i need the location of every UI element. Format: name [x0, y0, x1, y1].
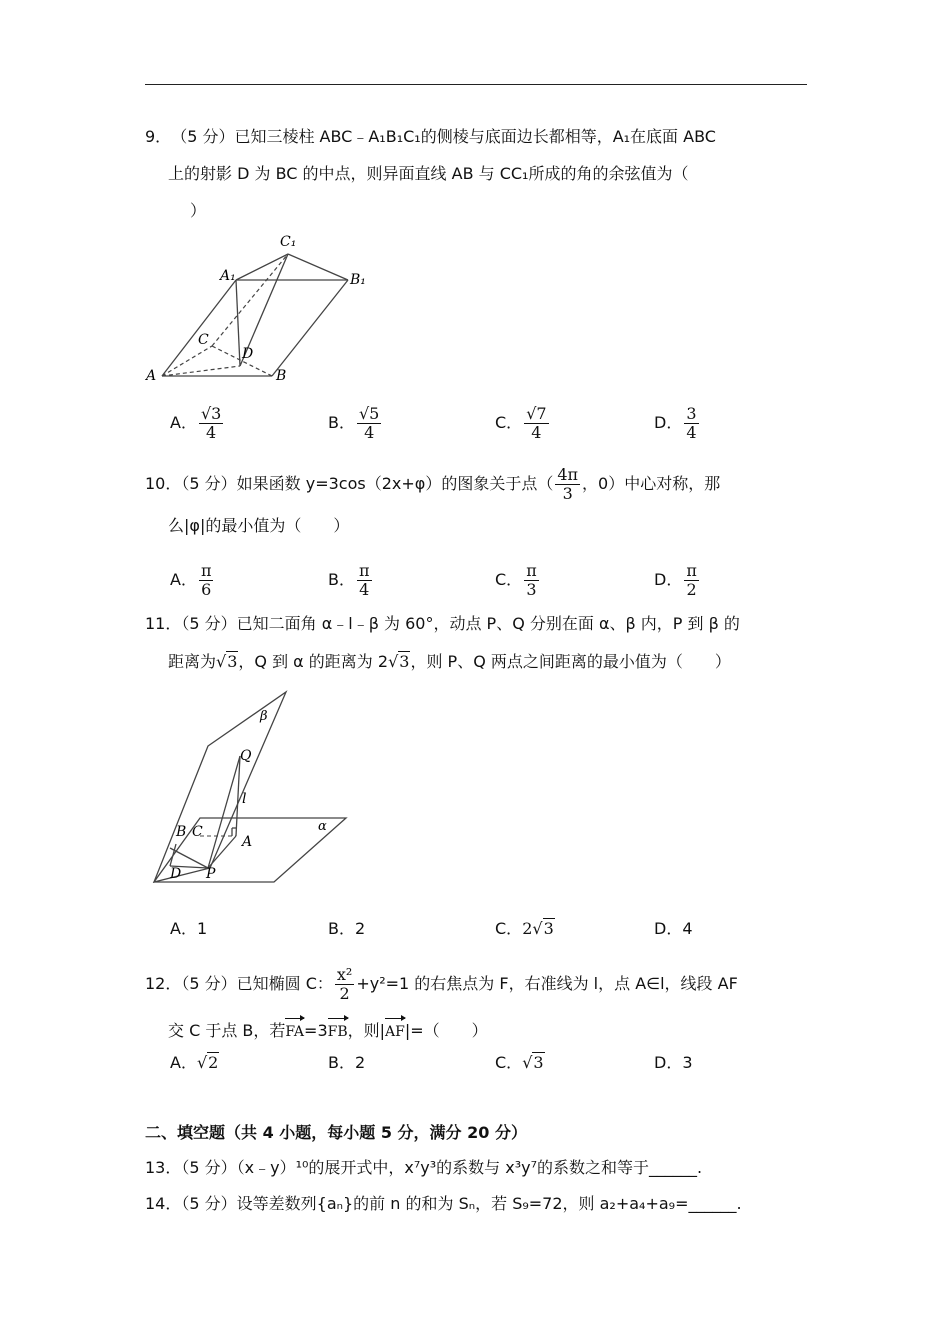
fig9-label-c1: C₁	[280, 234, 297, 250]
q9-option-a[interactable]: A． $\frac{√3}{4}$	[170, 404, 222, 442]
q10-option-d[interactable]: D． $\frac{\pi}{2}$	[654, 561, 697, 599]
q11-option-c[interactable]: C．2√3	[495, 919, 554, 938]
dihedral-figure	[140, 688, 360, 888]
q9-option-b[interactable]: B． $\frac{√5}{4}$	[328, 404, 380, 442]
q10-line2: 么|φ|的最小值为（ ）	[168, 516, 350, 535]
q9-text-1: （5 分）已知三棱柱 ABC﹣A₁B₁C₁的侧棱与底面边长都相等，A₁在底面 ABC	[171, 127, 716, 146]
sqrt-3-b: √3	[388, 652, 410, 671]
sqrt-3-a: √3	[216, 652, 238, 671]
q11-line1: 11．（5 分）已知二面角 α﹣l﹣β 为 60°，动点 P、Q 分别在面 α、β 内，P 到 β 的	[145, 614, 740, 633]
vector-fa: FA	[285, 1015, 304, 1043]
q10-number: 10．	[145, 474, 182, 493]
q9-line1	[145, 126, 716, 148]
q12-option-b[interactable]: B．2	[328, 1053, 366, 1072]
fig9-label-d: D	[242, 346, 254, 362]
fig9-label-a1: A₁	[220, 268, 236, 284]
q10-option-c[interactable]: C． $\frac{\pi}{3}$	[495, 561, 537, 599]
q10-option-a[interactable]: A． $\frac{\pi}{6}$	[170, 561, 212, 599]
q12-line1: 12．（5 分）已知椭圆 C： $\frac{\text{x²}}{2}$ +y²=1 的右焦点为 F，右准线为 l，点 A∈l，线段 AF	[145, 965, 738, 1003]
q10-line1: 10．（5 分）如果函数 y=3cos（2x+φ）的图象关于点（ $\frac{4\pi}{3}$ ，0）中心对称，那	[145, 465, 721, 503]
q12-option-c[interactable]: C．√3	[495, 1053, 544, 1072]
q9-number: 9．	[145, 127, 172, 146]
header-rule	[145, 84, 807, 85]
q11-option-d[interactable]: D．4	[654, 919, 693, 938]
q9-line3: ）	[190, 201, 207, 220]
fig11-label-alpha: α	[318, 819, 327, 834]
section-heading: 二、填空题（共 4 小题，每小题 5 分，满分 20 分）	[145, 1123, 527, 1142]
q10-option-b[interactable]: B． $\frac{\pi}{4}$	[328, 561, 370, 599]
fig11-label-p: P	[206, 866, 216, 882]
q12-number: 12．	[145, 974, 182, 993]
q13-number: 13．	[145, 1158, 182, 1177]
fig9-label-b1: B₁	[350, 272, 366, 288]
q11-line2: 距离为√3，Q 到 α 的距离为 2√3，则 P、Q 两点之间距离的最小值为（ ）	[168, 652, 731, 671]
q11-option-b[interactable]: B．2	[328, 919, 366, 938]
fig11-label-beta: β	[260, 709, 268, 724]
q11-option-a[interactable]: A．1	[170, 919, 208, 938]
vector-fb: FB	[328, 1015, 348, 1043]
q9-line2: 上的射影 D 为 BC 的中点，则异面直线 AB 与 CC₁所成的角的余弦值为（	[168, 164, 689, 183]
fig11-label-d: D	[170, 866, 182, 882]
q14-number: 14．	[145, 1194, 182, 1213]
fig11-label-a: A	[242, 834, 253, 850]
q14-line: 14．（5 分）设等差数列{aₙ}的前 n 的和为 Sₙ，若 S₉=72，则 a₂+a₄+a₉=______.	[145, 1194, 742, 1213]
q12-option-d[interactable]: D．3	[654, 1053, 693, 1072]
q12-line2: 交 C 于点 B，若FA=3FB，则|AF|=（ ）	[168, 1015, 488, 1043]
q12-option-a[interactable]: A．√2	[170, 1053, 219, 1072]
prism-figure	[140, 228, 380, 388]
fig11-label-c: C	[192, 824, 203, 840]
fig11-label-b: B	[176, 824, 187, 840]
q11-number: 11．	[145, 614, 182, 633]
q9-option-d[interactable]: D． $\frac{3}{4}$	[654, 404, 697, 442]
fig9-label-b: B	[276, 368, 287, 384]
fig9-label-c: C	[198, 332, 209, 348]
q13-line: 13．（5 分）（x﹣y）¹⁰的展开式中，x⁷y³的系数与 x³y⁷的系数之和等于______.	[145, 1158, 703, 1177]
fig11-label-q: Q	[240, 748, 252, 764]
q9-option-c[interactable]: C． $\frac{√7}{4}$	[495, 404, 547, 442]
fig9-label-a: A	[146, 368, 157, 384]
fig11-label-l: l	[242, 791, 247, 807]
vector-af: AF	[385, 1015, 405, 1043]
